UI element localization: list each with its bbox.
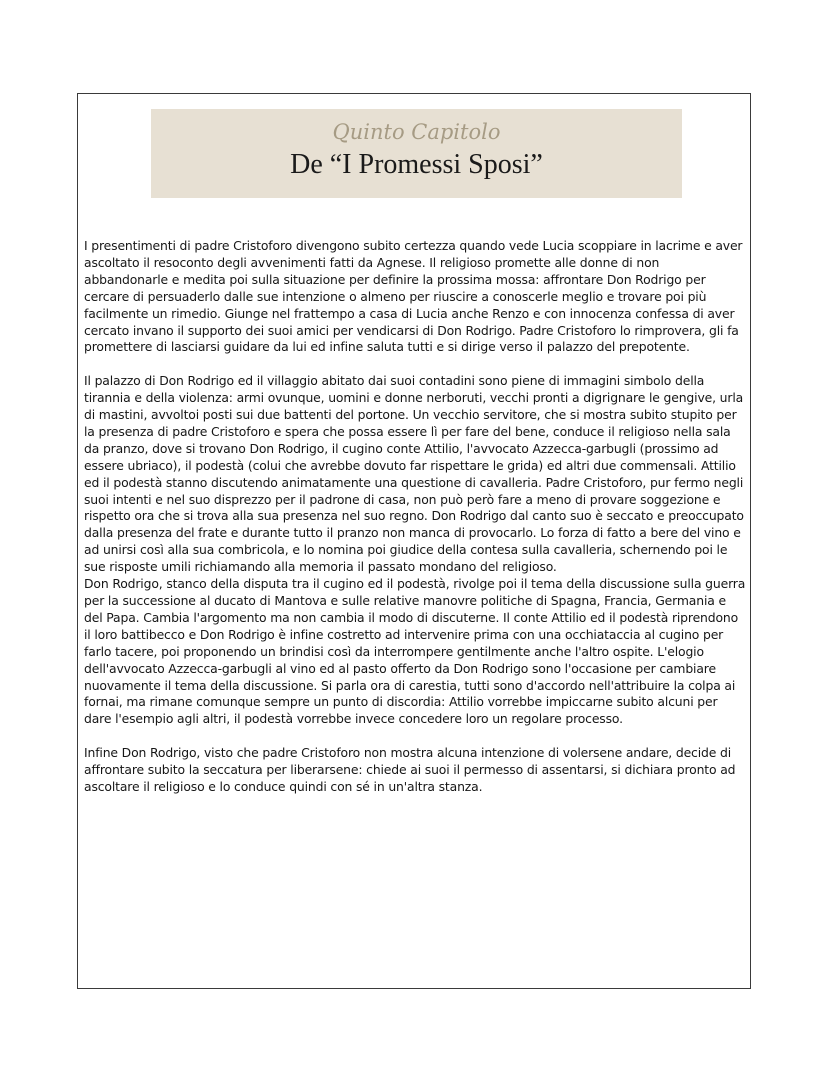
summary-text	[84, 238, 746, 796]
paragraph-intro: I presentimenti di padre Cristoforo divengono subito certezza quando vede Lucia scoppiare in lacrime e aver ascoltato il resoconto degli avvenimenti fatti da Agnese. Il religioso promette alle donne di non abbandonarle e medita poi sulla situazione per definire la prossima mossa: affrontare Don Rodrigo per cercare di persuaderlo dalle sue intenzione o almeno per riuscire a conoscerle meglio e trovare poi più facilmente un rimedio. Giunge nel frattempo a casa di Lucia anche Renzo e con innocenza confessa di aver cercato invano il supporto dei suoi amici per vendicarsi di Don Rodrigo. Padre Cristoforo lo rimprovera, gli fa promettere di lasciarsi guidare da lui ed infine saluta tutti e si dirige verso il palazzo del prepotente.	[84, 238, 743, 355]
book-title: De “I Promessi Sposi”	[290, 149, 543, 180]
paragraph-dinner-discussion: Don Rodrigo, stanco della disputa tra il cugino ed il podestà, rivolge poi il tema della discussione sulla guerra per la successione al ducato di Mantova e sulle relative manovre politiche di Spagna, Francia, Germania e del Papa. Cambia l'argomento ma non cambia il modo di discuterne. Il conte Attilio ed il podestà riprendono il loro battibecco e Don Rodrigo è infine costretto ad intervenire prima con una occhiataccia al cugino per farlo tacere, poi proponendo un brindisi così da interrompere gentilmente anche l'altro ospite. L'elogio dell'avvocato Azzecca-garbugli al vino ed al pasto offerto da Don Rodrigo sono l'occasione per cambiare nuovamente il tema della discussione. Si parla ora di carestia, tutti sono d'accordo nell'attribuire la colpa ai fornai, ma rimane comunque sempre un punto di discordia: Attilio vorrebbe impiccarne subito alcuni per dare l'esempio agli altri, il podestà vorrebbe invece concedere loro un regolare processo.	[84, 576, 746, 727]
paragraph-spacer	[84, 728, 746, 745]
paragraph-palace: Il palazzo di Don Rodrigo ed il villaggio abitato dai suoi contadini sono piene di immagini simbolo della tirannia e della violenza: armi ovunque, uomini e donne nerboruti, vecchi pronti a digrignare le gengive, urla di mastini, avvoltoi posti sui due battenti del portone. Un vecchio servitore, che si mostra subito stupito per la presenza di padre Cristoforo e spera che possa essere lì per fare del bene, conduce il religioso nella sala da pranzo, dove si trovano Don Rodrigo, il cugino conte Attilio, l'avvocato Azzecca-garbugli (prossimo ad essere ubriaco), il podestà (colui che avrebbe dovuto far rispettare le grida) ed altri due commensali. Attilio ed il podestà stanno discutendo animatamente una questione di cavalleria. Padre Cristoforo, pur fermo negli suoi intenti e nel suo disprezzo per il padrone di casa, non può però fare a meno di provare soggezione e rispetto ora che si trova alla sua presenza nel suo regno. Don Rodrigo dal canto suo è seccato e preoccupato dalla presenza del frate e durante tutto il pranzo non manca di provocarlo. Lo forza di fatto a bere del vino e ad unirsi così alla sua combricola, e lo nomina poi giudice della contesa sulla cavalleria, schernendo poi le sue risposte umili richiamando alla memoria il passato mondano del religioso.	[84, 373, 744, 575]
chapter-label: Quinto Capitolo	[332, 120, 501, 144]
document-page	[77, 93, 751, 989]
paragraph-spacer	[84, 356, 746, 373]
paragraph-conclusion: Infine Don Rodrigo, visto che padre Cristoforo non mostra alcuna intenzione di volersene andare, decide di affrontare subito la seccatura per liberarsene: chiede ai suoi il permesso di assentarsi, si dichiara pronto ad ascoltare il religioso e lo conduce quindi con sé in un'altra stanza.	[84, 745, 736, 794]
title-banner	[151, 109, 682, 198]
